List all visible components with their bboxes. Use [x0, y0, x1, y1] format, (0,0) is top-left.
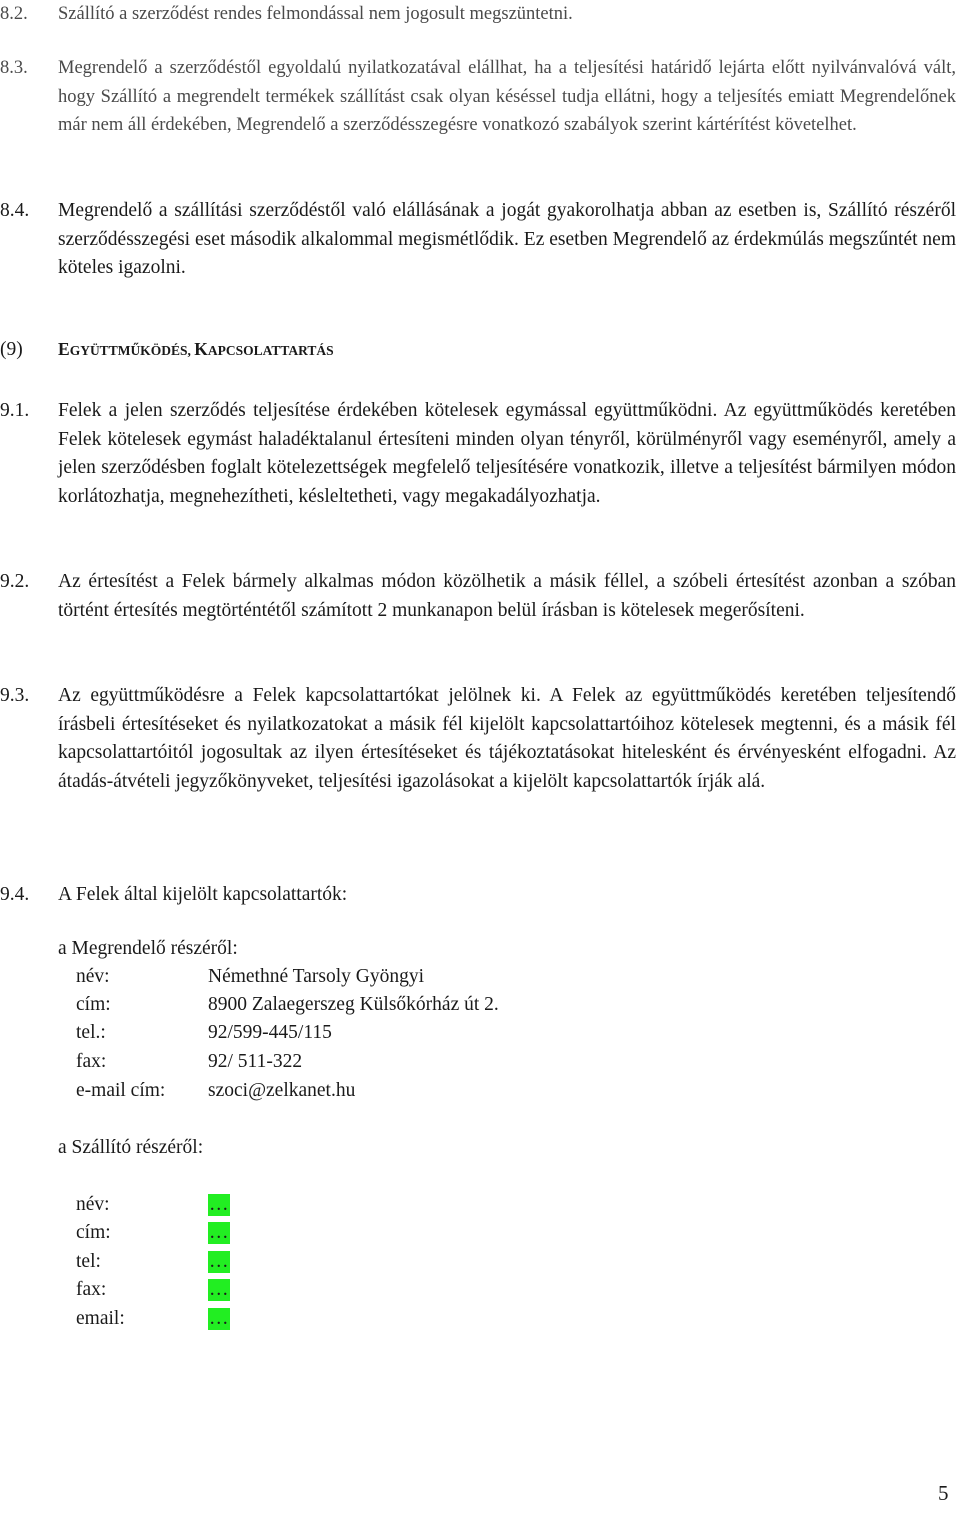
- clause-number: 9.2.: [0, 571, 30, 592]
- contact-label: e-mail cím:: [76, 1080, 166, 1101]
- placeholder-value: …: [209, 1222, 229, 1243]
- contact-label: fax:: [76, 1051, 107, 1072]
- supplier-row: [0, 1279, 400, 1309]
- contact-label: név:: [76, 966, 110, 987]
- placeholder-value: …: [209, 1251, 229, 1272]
- clause-8-3: [0, 54, 956, 140]
- contact-label: email:: [76, 1308, 125, 1329]
- contact-value: Némethné Tarsoly Gyöngyi: [208, 966, 424, 987]
- customer-row: [0, 966, 700, 996]
- page-number: 5: [938, 1481, 949, 1505]
- clause-9-2: [0, 568, 956, 625]
- clause-number: 9.1.: [0, 400, 30, 421]
- clause-text: Felek a jelen szerződés teljesítése érdekében kötelesek egymással együttműködni. Az együttműködés keretében Felek kötelesek egymást haladéktalanul értesíteni minden olyan tényről, körülményről vagy eseményről, amely a jelen szerződésben foglalt kötelezettségek megfelelő teljesítésére vonatkozik, illetve a teljesítést bármilyen módon korlátozhatja, megnehezítheti, késleltetheti, vagy megakadályozhatja.: [58, 400, 956, 507]
- clause-number: 9.3.: [0, 685, 30, 706]
- supplier-row: [0, 1308, 400, 1338]
- clause-text: Az értesítést a Felek bármely alkalmas módon közölhetik a másik féllel, a szóbeli értesítést azonban a szóban történt értesítés megtörténtétől számított 2 munkanapon belül írásban is kötelesek megerősíteni.: [58, 571, 956, 621]
- customer-contact-heading: a Megrendelő részéről:: [58, 938, 238, 959]
- clause-number: 8.3.: [0, 58, 28, 78]
- clause-number: 8.2.: [0, 4, 28, 24]
- clause-text: Megrendelő a szállítási szerződéstől való elállásának a jogát gyakorolhatja abban az esetben is, Szállító részéről szerződésszegési eset második alkalommal megismétlődik. Ez esetben Megrendelő az érdekmúlás megszűntét nem köteles igazolni.: [58, 200, 956, 279]
- placeholder-value: …: [209, 1308, 229, 1329]
- clause-9-3: [0, 682, 956, 796]
- clause-text: Megrendelő a szerződéstől egyoldalú nyilatkozatával elállhat, ha a teljesítési határidő lejárta előtt nyilvánvalóvá vált, hogy Szállító a megrendelt termékek szállítást csak olyan késéssel tudja ellátni, hogy a teljesítés emiatt Megrendelőnek már nem áll érdekében, Megrendelő a szerződésszegésre vonatkozó szabályok szerint kártérítést követelhet.: [58, 58, 956, 136]
- clause-text: Szállító a szerződést rendes felmondással nem jogosult megszüntetni.: [58, 4, 573, 24]
- clause-9-1: [0, 397, 956, 511]
- clause-number: 8.4.: [0, 200, 30, 221]
- clause-9-4: [0, 881, 956, 910]
- contact-label: cím:: [76, 1222, 111, 1243]
- contact-value: 8900 Zalaegerszeg Külsőkórház út 2.: [208, 994, 499, 1015]
- contact-label: fax:: [76, 1279, 107, 1300]
- supplier-row: [0, 1222, 400, 1252]
- supplier-row: [0, 1251, 400, 1281]
- contact-label: cím:: [76, 994, 111, 1015]
- clause-8-4: [0, 197, 956, 283]
- contact-value: 92/599-445/115: [208, 1022, 332, 1043]
- clause-text: A Felek által kijelölt kapcsolattartók:: [58, 884, 348, 905]
- customer-row: [0, 1080, 700, 1110]
- customer-row: [0, 994, 700, 1024]
- clause-text: Az együttműködésre a Felek kapcsolattartókat jelölnek ki. A Felek az együttműködés keretében teljesítendő írásbeli értesítéseket és nyilatkozatokat a másik fél kijelölt kapcsolattartóihoz kötelesek megtenni, és a másik fél kapcsolattartóitól jogosultak az ilyen értesítéseket és tájékoztatásokat hitelesként és érvényesként elfogadni. Az átadás-átvételi jegyzőkönyveket, teljesítési igazolásokat a kijelölt kapcsolattartók írják alá.: [58, 685, 956, 792]
- customer-row: [0, 1051, 700, 1081]
- contact-label: tel.:: [76, 1022, 106, 1043]
- section-number: (9): [0, 339, 23, 360]
- supplier-row: [0, 1194, 400, 1224]
- contact-label: tel:: [76, 1251, 101, 1272]
- contact-label: név:: [76, 1194, 110, 1215]
- contact-value: 92/ 511-322: [208, 1051, 303, 1072]
- placeholder-value: …: [209, 1194, 229, 1215]
- section-title: EGYÜTTMŰKÖDÉS, KAPCSOLATTARTÁS: [58, 339, 334, 359]
- contact-email-link[interactable]: szoci@zelkanet.hu: [208, 1080, 356, 1101]
- clause-number: 9.4.: [0, 884, 30, 905]
- clause-8-2: [0, 0, 956, 29]
- supplier-contact-heading: a Szállító részéről:: [58, 1137, 204, 1158]
- customer-row: [0, 1022, 700, 1052]
- placeholder-value: …: [209, 1279, 229, 1300]
